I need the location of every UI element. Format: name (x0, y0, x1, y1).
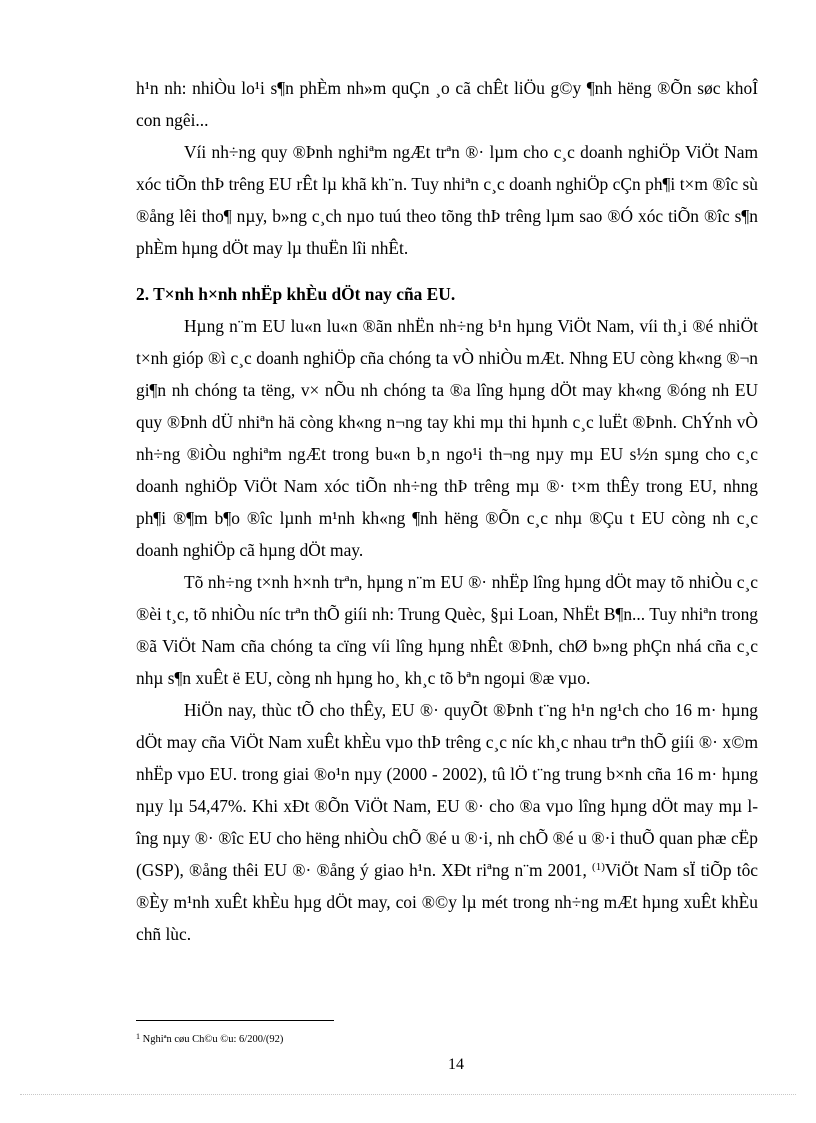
footnote-reference: (1) (592, 861, 605, 873)
paragraph-eu-partners: Hµng n¨m EU lu«n lu«n ®ãn nhËn nh÷ng b¹n hµng ViÖt Nam, víi th¸i ®é nhiÖt t×nh gióp ®ì c¸c doanh nghiÖp cña chóng ta vÒ nhiÒu mÆt. Nhng EU còng kh«ng ®¬n gi¶n nh chóng ta tëng, v× nÕu nh chóng ta ®a lîng hµng dÖt may kh«ng ®óng nh EU quy ®Þnh dÜ nhiªn hä còng kh«ng n¬ng tay khi mµ thi hµnh c¸c luËt ®Þnh. ChÝnh vÒ nh÷ng ®iÒu nghiªm ngÆt trong bu«n b¸n ngo¹i th¬ng nµy mµ EU s½n sµng cho c¸c doanh nghiÖp ViÖt Nam xóc tiÕn nh÷ng thÞ trêng mµ ®· t×m thÊy trong EU, nhng ph¶i ®¶m b¶o ®îc lµnh m¹nh kh«ng ¶nh hëng ®Õn c¸c nhµ ®Çu t EU còng nh c¸c doanh nghiÖp cã hµng dÖt may. (136, 316, 758, 560)
page-number: 14 (448, 1056, 464, 1073)
paragraph-regulations: Víi nh÷ng quy ®Þnh nghiªm ngÆt trªn ®· lµm cho c¸c doanh nghiÖp ViÖt Nam xóc tiÕn thÞ trêng EU rÊt lµ khã kh¨n. Tuy nhiªn c¸c doanh nghiÖp cÇn ph¶i t×m ®îc sù ®ång lêi tho¶ nµy, b»ng c¸ch nµo tuú theo tõng thÞ trêng lµm sao ®Ó xóc tiÕn ®îc s¶n phÈm hµng dÖt may lµ thuËn lîi nhÊt. (136, 142, 758, 258)
footnote-text: Nghiªn cøu Ch©u ©u: 6/200/(92) (142, 1034, 284, 1045)
paragraph-quota (136, 694, 758, 950)
page-bottom-border (20, 1094, 796, 1095)
paragraph-continuation: h¹n nh: nhiÒu lo¹i s¶n phÈm nh»m quÇn ¸o cã chÊt liÖu g©y ¶nh hëng ®Õn søc khoÎ con ngêi... (136, 78, 758, 130)
paragraph-import-sources: Tõ nh÷ng t×nh h×nh trªn, hµng n¨m EU ®· nhËp lîng hµng dÖt may tõ nhiÒu c¸c ®èi t¸c, tõ nhiÒu níc trªn thÕ giíi nh: Trung Quèc, §µi Loan, NhËt B¶n... Tuy nhiªn trong ®ã ViÖt Nam cña chóng ta cïng víi lîng hµng nhÊt ®Þnh, chØ b»ng phÇn nhá cña c¸c nhµ s¶n xuÊt ë EU, còng nh hµng ho¸ kh¸c tõ bªn ngoµi ®æ vµo. (136, 572, 758, 688)
paragraph-quota-text: HiÖn nay, thùc tÕ cho thÊy, EU ®· quyÕt ®Þnh t¨ng h¹n ng¹ch cho 16 m· hµng dÖt may cña ViÖt Nam xuÊt khÈu vµo thÞ trêng c¸c níc kh¸c nhau trªn thÕ giíi ®· x©m nhËp vµo EU. trong giai ®o¹n nµy (2000 - 2002), tû lÖ t¨ng trung b×nh cña 16 m· hµng nµy lµ 54,47%. Khi xÐt ®Õn ViÖt Nam, EU ®· cho ®a vµo lîng hµng dÖt may mµ lîng nµy ®· ®îc EU cho hëng nhiÒu chÕ ®é u ®·i, nh chÕ ®é u ®·i thuÕ quan phæ cËp (GSP), ®ång thêi EU ®· ®ång ý giao h¹n. XÐt riªng n¨m 2001, (136, 700, 758, 880)
footnote-separator (136, 1020, 334, 1021)
footnote (136, 1030, 283, 1047)
footnote-number: 1 (136, 1032, 140, 1041)
section-heading: 2. T×nh h×nh nhËp khÈu dÖt nay cña EU. (136, 284, 456, 304)
paragraph-quota-text-end: ViÖt Nam sÏ tiÕp tôc ®Èy m¹nh xuÊt khÈu hµg dÖt may, coi ®©y lµ mét trong nh÷ng mÆt hµng xuÊt khÈu chñ lùc. (136, 860, 758, 944)
body-text (136, 72, 758, 950)
